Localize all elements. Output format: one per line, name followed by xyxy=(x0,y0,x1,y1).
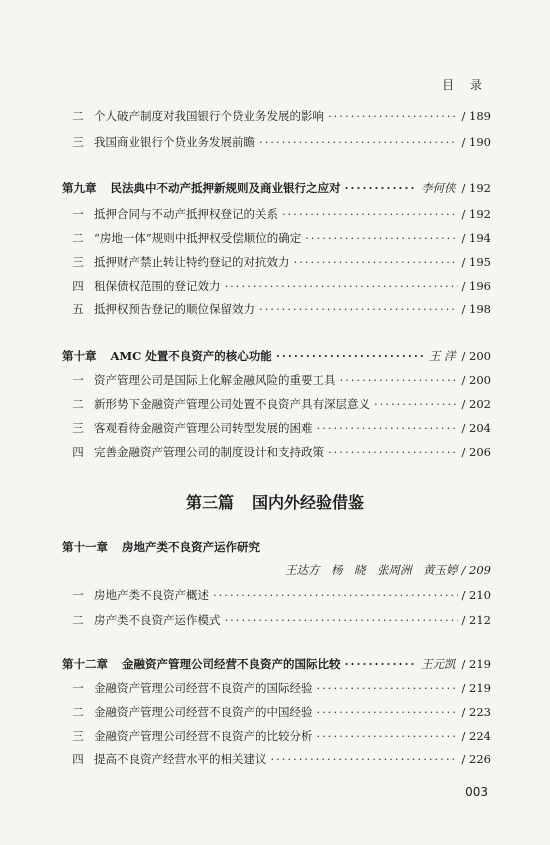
entry-page: / 198 xyxy=(461,302,491,316)
chapter-heading[interactable] xyxy=(62,179,491,197)
entry-number: 一 xyxy=(72,373,84,387)
chapter-author: 王元凯 xyxy=(421,657,456,671)
entry-page: / 200 xyxy=(461,373,491,387)
page-number: 003 xyxy=(465,785,488,799)
chapter-author: 李何侠 xyxy=(421,181,456,195)
entry-number: 二 xyxy=(72,231,84,245)
toc-entry[interactable] xyxy=(62,395,491,413)
leader-dots xyxy=(317,421,458,435)
entry-page: / 194 xyxy=(461,231,491,245)
leader-dots xyxy=(282,207,458,221)
entry-page: / 210 xyxy=(461,588,491,602)
leader-dots xyxy=(374,397,458,411)
chapter-title: 房地产类不良资产运作研究 xyxy=(122,540,260,554)
leader-dots xyxy=(259,302,458,316)
part-name: 国内外经验借鉴 xyxy=(252,493,365,512)
entry-number: 三 xyxy=(72,421,84,435)
entry-title: 资产管理公司是国际上化解金融风险的重要工具 xyxy=(94,373,336,387)
part-title[interactable] xyxy=(0,490,550,513)
entry-page: / 189 xyxy=(461,109,491,123)
entry-title: 抵押财产禁止转让特约登记的对抗效力 xyxy=(94,255,290,269)
entry-number: 五 xyxy=(72,302,84,316)
leader-dots xyxy=(345,181,418,195)
chapter-heading[interactable] xyxy=(62,538,491,556)
entry-number: 四 xyxy=(72,752,84,766)
entry-title: 完善金融资产管理公司的制度设计和支持政策 xyxy=(94,445,324,459)
chapter-title: 金融资产管理公司经营不良资产的国际比较 xyxy=(122,657,341,671)
leader-dots xyxy=(328,445,458,459)
chapter-label: 第十二章 xyxy=(62,657,108,671)
toc-entry[interactable] xyxy=(62,107,491,125)
entry-page: / 219 xyxy=(461,681,491,695)
leader-dots xyxy=(317,681,458,695)
entry-number: 四 xyxy=(72,279,84,293)
entry-number: 三 xyxy=(72,729,84,743)
toc-entry[interactable] xyxy=(62,750,491,768)
toc-entry[interactable] xyxy=(62,703,491,721)
leader-dots xyxy=(276,349,425,363)
toc-entry[interactable] xyxy=(62,253,491,271)
chapter-label: 第十一章 xyxy=(62,540,108,554)
chapter-title: 民法典中不动产抵押新规则及商业银行之应对 xyxy=(110,181,341,195)
chapter-page: / 200 xyxy=(461,349,491,363)
entry-page: / 190 xyxy=(461,135,491,149)
entry-title: 我国商业银行个贷业务发展前瞻 xyxy=(94,135,255,149)
toc-entry[interactable] xyxy=(62,679,491,697)
entry-title: 房产类不良资产运作模式 xyxy=(94,613,221,627)
toc-entry[interactable] xyxy=(62,419,491,437)
entry-title: 抵押合同与不动产抵押权登记的关系 xyxy=(94,207,278,221)
entry-page: / 223 xyxy=(461,705,491,719)
toc-entry[interactable] xyxy=(62,133,491,151)
chapter-author: 王 洋 xyxy=(428,349,456,363)
entry-number: 二 xyxy=(72,109,84,123)
chapter-label: 第十章 xyxy=(62,349,97,363)
leader-dots xyxy=(340,373,458,387)
entry-title: 客观看待金融资产管理公司转型发展的困难 xyxy=(94,421,313,435)
entry-title: “房地一体”规则中抵押权受偿顺位的确定 xyxy=(94,231,302,245)
chapter-heading[interactable] xyxy=(62,655,491,673)
entry-page: / 212 xyxy=(461,613,491,627)
toc-entry[interactable] xyxy=(62,586,491,604)
entry-page: / 206 xyxy=(461,445,491,459)
entry-title: 提高不良资产经营水平的相关建议 xyxy=(94,752,267,766)
entry-page: / 226 xyxy=(461,752,491,766)
entry-number: 三 xyxy=(72,135,84,149)
toc-entry[interactable] xyxy=(62,371,491,389)
leader-dots xyxy=(305,231,457,245)
entry-number: 一 xyxy=(72,681,84,695)
toc-entry[interactable] xyxy=(62,443,491,461)
chapter-heading[interactable] xyxy=(62,347,491,365)
entry-number: 二 xyxy=(72,705,84,719)
leader-dots xyxy=(213,588,458,602)
entry-page: / 224 xyxy=(461,729,491,743)
leader-dots xyxy=(225,613,458,627)
toc-entry[interactable] xyxy=(62,229,491,247)
entry-page: / 192 xyxy=(461,207,491,221)
chapter-page: / 192 xyxy=(461,181,491,195)
toc-entry[interactable] xyxy=(62,205,491,223)
leader-dots xyxy=(328,109,458,123)
toc-entry[interactable] xyxy=(62,277,491,295)
entry-number: 二 xyxy=(72,613,84,627)
chapter-author: 王达方 杨 晓 张周洲 黄玉婷 xyxy=(285,563,458,577)
entry-title: 金融资产管理公司经营不良资产的国际经验 xyxy=(94,681,313,695)
entry-number: 二 xyxy=(72,397,84,411)
chapter-label: 第九章 xyxy=(62,181,97,195)
leader-dots xyxy=(345,657,418,671)
entry-title: 租保债权范围的登记效力 xyxy=(94,279,221,293)
entry-title: 新形势下金融资产管理公司处置不良资产具有深层意义 xyxy=(94,397,370,411)
part-label: 第三篇 xyxy=(185,493,234,512)
leader-dots xyxy=(317,729,458,743)
entry-number: 一 xyxy=(72,588,84,602)
toc-entry[interactable] xyxy=(62,300,491,318)
chapter-author-line xyxy=(285,561,491,579)
entry-page: / 195 xyxy=(461,255,491,269)
entry-title: 金融资产管理公司经营不良资产的中国经验 xyxy=(94,705,313,719)
entry-number: 一 xyxy=(72,207,84,221)
toc-entry[interactable] xyxy=(62,727,491,745)
chapter-page: / 209 xyxy=(461,563,491,577)
entry-title: 个人破产制度对我国银行个贷业务发展的影响 xyxy=(94,109,324,123)
entry-title: 金融资产管理公司经营不良资产的比较分析 xyxy=(94,729,313,743)
entry-title: 抵押权预告登记的顺位保留效力 xyxy=(94,302,255,316)
chapter-title: AMC 处置不良资产的核心功能 xyxy=(110,349,272,363)
running-head: 目 录 xyxy=(442,78,488,92)
entry-number: 三 xyxy=(72,255,84,269)
toc-entry[interactable] xyxy=(62,611,491,629)
chapter-page: / 219 xyxy=(461,657,491,671)
leader-dots xyxy=(271,752,458,766)
leader-dots xyxy=(294,255,458,269)
entry-page: / 202 xyxy=(461,397,491,411)
entry-page: / 204 xyxy=(461,421,491,435)
leader-dots xyxy=(225,279,458,293)
entry-number: 四 xyxy=(72,445,84,459)
leader-dots xyxy=(259,135,458,149)
entry-page: / 196 xyxy=(461,279,491,293)
entry-title: 房地产类不良资产概述 xyxy=(94,588,209,602)
leader-dots xyxy=(317,705,458,719)
